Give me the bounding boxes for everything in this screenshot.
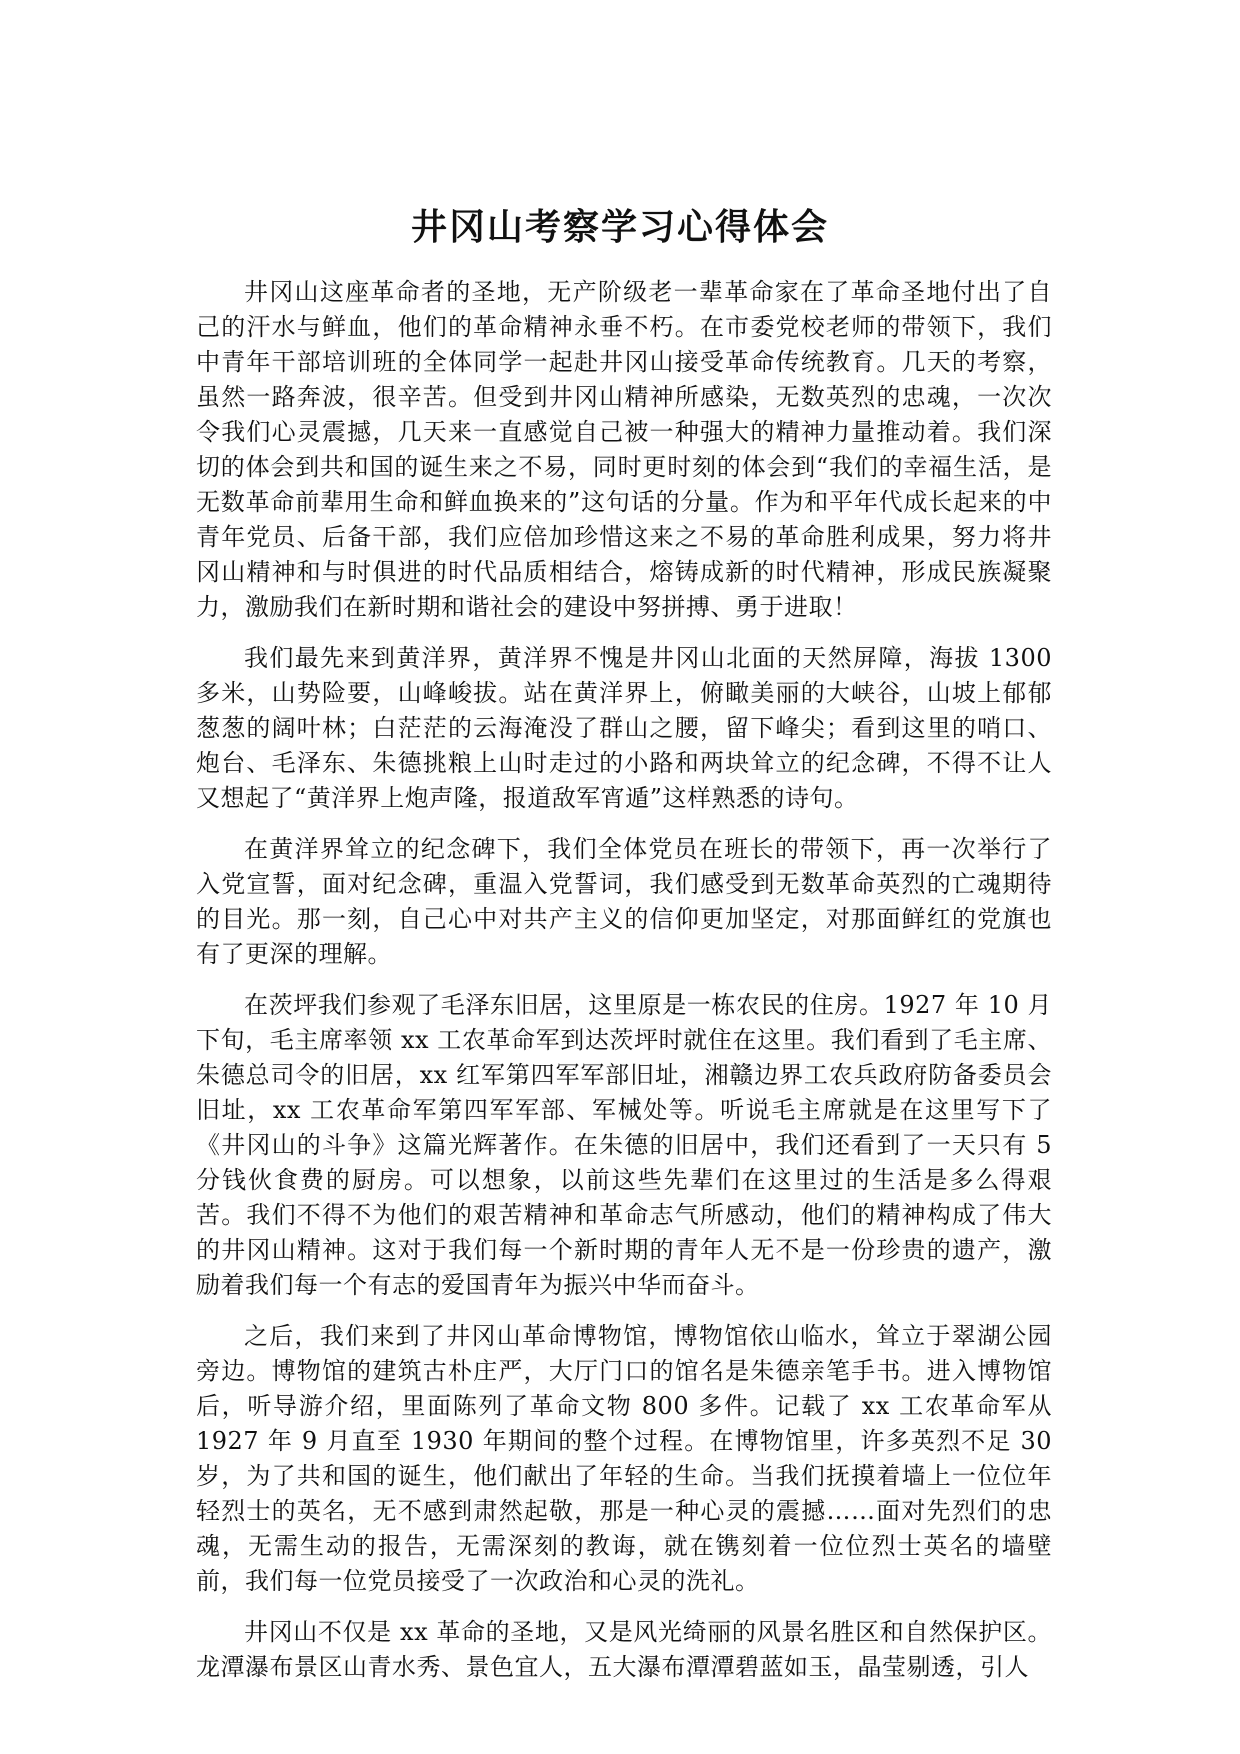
document-body [196,275,1052,1701]
paragraph-5: 之后，我们来到了井冈山革命博物馆，博物馆依山临水，耸立于翠湖公园旁边。博物馆的建筑古朴庄严，大厅门口的馆名是朱德亲笔手书。进入博物馆后，听导游介绍，里面陈列了革命文物 800 多件。记载了 xx 工农革命军从 1927 年 9 月直至 1930 年期间的整个过程。在博物馆里，许多英烈不足 30 岁，为了共和国的诞生，他们献出了年轻的生命。当我们抚摸着墙上一位位年轻烈士的英名，无不感到肃然起敬，那是一种心灵的震撼……面对先烈们的忠魂，无需生动的报告，无需深刻的教诲，就在镌刻着一位位烈士英名的墙壁前，我们每一位党员接受了一次政治和心灵的洗礼。 [196,1322,1052,1595]
paragraph-1: 井冈山这座革命者的圣地，无产阶级老一辈革命家在了革命圣地付出了自己的汗水与鲜血，他们的革命精神永垂不朽。在市委党校老师的带领下，我们中青年干部培训班的全体同学一起赴井冈山接受革命传统教育。几天的考察，虽然一路奔波，很辛苦。但受到井冈山精神所感染，无数英烈的忠魂，一次次令我们心灵震撼，几天来一直感觉自己被一种强大的精神力量推动着。我们深切的体会到共和国的诞生来之不易，同时更时刻的体会到“我们的幸福生活，是无数革命前辈用生命和鲜血换来的”这句话的分量。作为和平年代成长起来的中青年党员、后备干部，我们应倍加珍惜这来之不易的革命胜利成果，努力将井冈山精神和与时俱进的时代品质相结合，熔铸成新的时代精神，形成民族凝聚力，激励我们在新时期和谐社会的建设中努拼搏、勇于进取！ [196,278,1052,621]
paragraph-4: 在茨坪我们参观了毛泽东旧居，这里原是一栋农民的住房。1927 年 10 月下旬，毛主席率领 xx 工农革命军到达茨坪时就住在这里。我们看到了毛主席、朱德总司令的旧居，xx 红军第四军军部旧址，湘赣边界工农兵政府防备委员会旧址，xx 工农革命军第四军军部、军械处等。听说毛主席就是在这里写下了《井冈山的斗争》这篇光辉著作。在朱德的旧居中，我们还看到了一天只有 5 分钱伙食费的厨房。可以想象，以前这些先辈们在这里过的生活是多么得艰苦。我们不得不为他们的艰苦精神和革命志气所感动，他们的精神构成了伟大的井冈山精神。这对于我们每一个新时期的青年人无不是一份珍贵的遗产，激励着我们每一个有志的爱国青年为振兴中华而奋斗。 [196,991,1052,1299]
paragraph-3: 在黄洋界耸立的纪念碑下，我们全体党员在班长的带领下，再一次举行了入党宣誓，面对纪念碑，重温入党誓词，我们感受到无数革命英烈的亡魂期待的目光。那一刻，自己心中对共产主义的信仰更加坚定，对那面鲜红的党旗也有了更深的理解。 [196,835,1052,968]
paragraph-6: 井冈山不仅是 xx 革命的圣地，又是风光绮丽的风景名胜区和自然保护区。龙潭瀑布景区山青水秀、景色宜人，五大瀑布潭潭碧蓝如玉，晶莹剔透，引人 [196,1618,1052,1681]
paragraph-2: 我们最先来到黄洋界，黄洋界不愧是井冈山北面的天然屏障，海拔 1300 多米，山势险要，山峰峻拔。站在黄洋界上，俯瞰美丽的大峡谷，山坡上郁郁葱葱的阔叶林；白茫茫的云海淹没了群山之腰，留下峰尖；看到这里的哨口、炮台、毛泽东、朱德挑粮上山时走过的小路和两块耸立的纪念碑，不得不让人又想起了“黄洋界上炮声隆，报道敌军宵遁”这样熟悉的诗句。 [196,644,1052,812]
page-title: 井冈山考察学习心得体会 [410,207,829,248]
